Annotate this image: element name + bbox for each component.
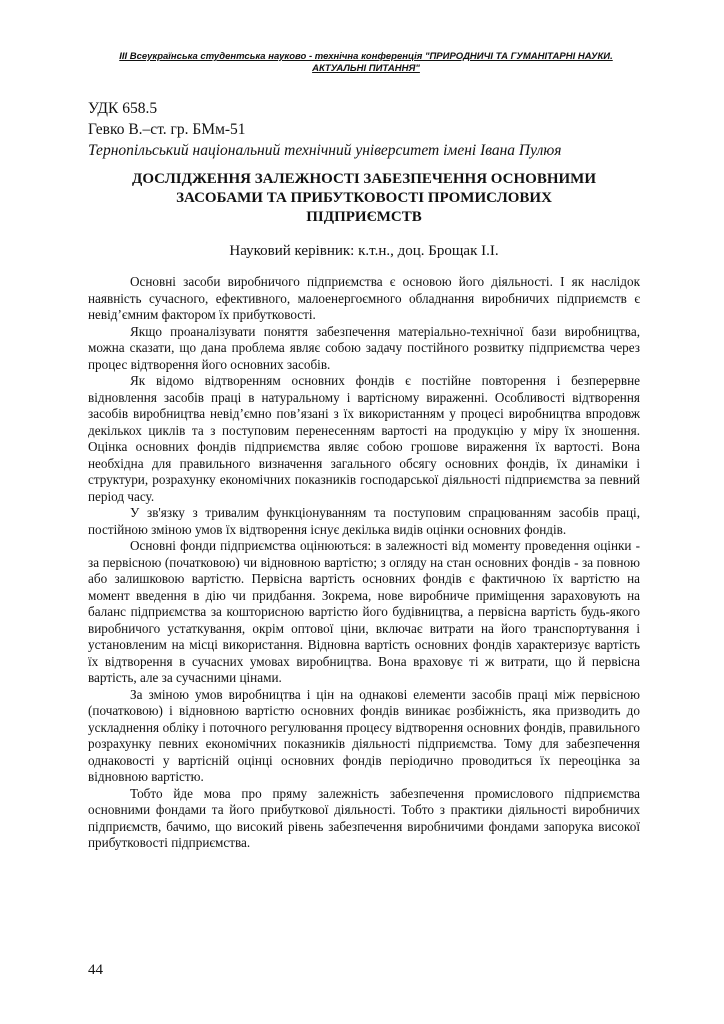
affiliation: Тернопільський національний технічний університет імені Івана Пулюя: [88, 142, 562, 159]
article-title-line-3: ПІДПРИЄМСТВ: [306, 209, 422, 225]
article-title: [88, 170, 640, 227]
scientific-supervisor: Науковий керівник: к.т.н., доц. Брощак І.І.: [229, 243, 499, 259]
udk-code: УДК 658.5: [88, 100, 158, 117]
article-title-line-2: ЗАСОБАМИ ТА ПРИБУТКОВОСТІ ПРОМИСЛОВИХ: [176, 190, 552, 206]
body-paragraph-4: У зв'язку з тривалим функціонуванням та поступовим спрацюванням засобів праці, постійною зміною умов їх відтворення існує декілька видів оцінки основних фондів.: [88, 505, 640, 537]
article-title-line-1: ДОСЛІДЖЕННЯ ЗАЛЕЖНОСТІ ЗАБЕЗПЕЧЕННЯ ОСНОВНИМИ: [132, 171, 596, 187]
author-line: Гевко В.–ст. гр. БМм-51: [88, 121, 246, 138]
article-body: [88, 274, 640, 852]
body-paragraph-1: Основні засоби виробничого підприємства є основою його діяльності. І як наслідок наявність сучасного, ефективного, малоенергоємного обладнання виробничих підприємств є невід’ємним фактором їх прибутковості.: [88, 274, 640, 322]
body-paragraph-5: Основні фонди підприємства оцінюються: в залежності від моменту проведення оцінки - за первісною (початковою) чи відновною вартістю; з огляду на стан основних фондів - за повною або залишковою вартістю. Первісна вартість основних фондів є фактичною їх вартістю на момент введення в дію чи придбання. Зокрема, нове виробниче приміщення зараховують на баланс підприємства за кошторисною вартістю його будівництва, а первісна вартість будь-якого виробничого устаткування, окрім оптової ціни, включає витрати на його транспортування і установленим на місці використання. Відновна вартість основних фондів характеризує вартість їх відтворення в сучасних умовах виробництва. Вона враховує ті ж витрати, що й первісна вартість, але за сучасними цінами.: [88, 538, 640, 685]
body-paragraph-6: За зміною умов виробництва і цін на однакові елементи засобів праці між первісною (початковою) і відновною вартістю основних фондів виникає розбіжність, яка призводить до ускладнення обліку і поточного регулювання процесу відтворення основних фондів, правильного розрахунку певних економічних показників діяльності підприємства. Тому для забезпечення однаковості у вартісній оцінці основних фондів періодично проводиться їх переоцінка за відновною вартістю.: [88, 686, 640, 784]
body-paragraph-7: Тобто йде мова про пряму залежність забезпечення промислового підприємства основними фондами та його прибуткової діяльності. Тобто з практики діяльності виробничих підприємств, бачимо, що високий рівень забезпечення виробничими фондами запорука високої прибутковості підприємства.: [88, 785, 640, 850]
conference-header-line-2: АКТУАЛЬНІ ПИТАННЯ": [312, 63, 420, 74]
body-paragraph-3: Як відомо відтворенням основних фондів є постійне повторення і безперервне відновлення засобів праці в натуральному і вартісному вираженні. Особливості відтворення засобів виробництва невід’ємно пов’язані з їх використанням у процесі виробництва впродовж декількох циклів та з поступовим перенесенням вартості на продукцію у міру їх зношення. Оцінка основних фондів підприємства являє собою грошове вираження їх вартості. Вона необхідна для правильного визначення загального обсягу основних фондів, їх динаміки і структури, розрахунку економічних показників господарської діяльності підприємства за певний період часу.: [88, 373, 640, 504]
conference-header-line-1: ІІІ Всеукраїнська студентська науково - технічна конференція "ПРИРОДНИЧІ ТА ГУМАНІТАРНІ НАУКИ.: [119, 51, 613, 62]
page-number: 44: [88, 962, 103, 978]
article-meta: [88, 98, 648, 161]
body-paragraph-2: Якщо проаналізувати поняття забезпечення матеріально-технічної бази виробництва, можна сказати, що дана проблема являє собою задачу постійного розвитку підприємства через процес відтворення його основних засобів.: [88, 323, 640, 372]
conference-header: [96, 51, 636, 75]
